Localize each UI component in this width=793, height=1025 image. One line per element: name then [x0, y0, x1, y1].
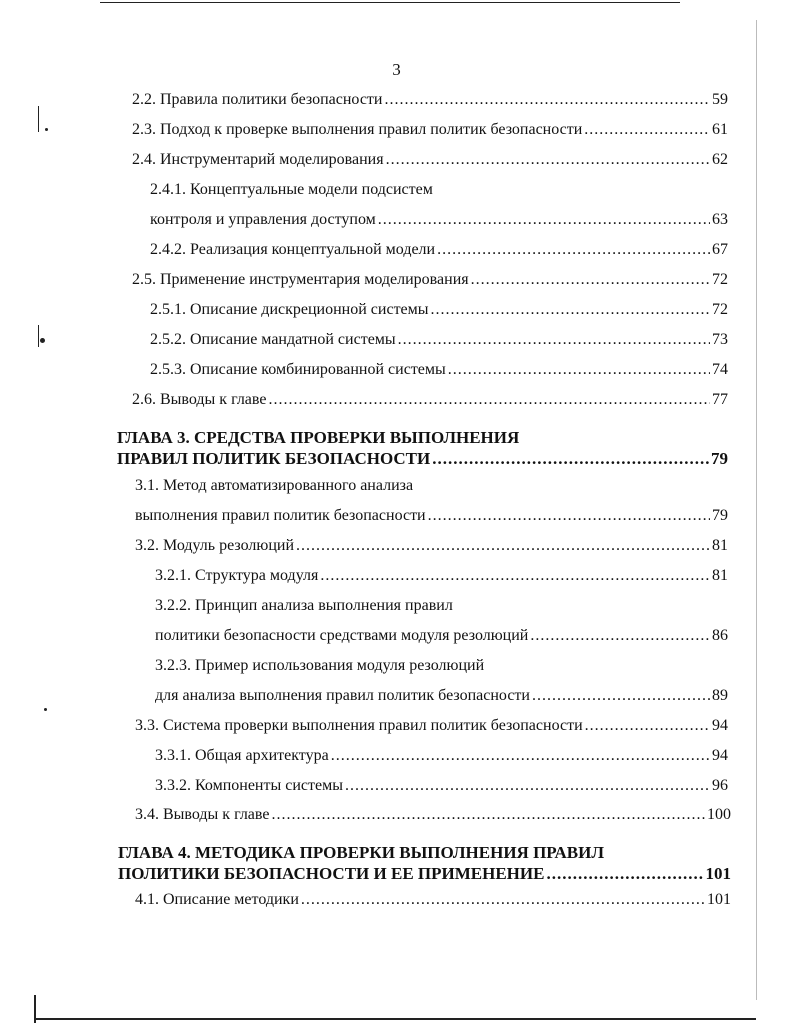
page-number: 3	[392, 60, 401, 79]
scan-speck	[44, 708, 47, 711]
toc-entry-page: 96	[712, 777, 728, 794]
toc-entry-page: 81	[712, 567, 728, 584]
toc-entry-page: 94	[712, 747, 728, 764]
toc-entry[interactable]	[132, 389, 728, 411]
toc-entry-page: 61	[712, 121, 728, 138]
toc-entry-page: 74	[712, 361, 728, 378]
toc-entry-page: 81	[712, 537, 728, 554]
scan-right-edge	[756, 20, 757, 1000]
chapter-title: ПРАВИЛ ПОЛИТИК БЕЗОПАСНОСТИ	[117, 449, 431, 468]
toc-entry-page: 100	[707, 806, 731, 823]
toc-entry[interactable]	[132, 89, 728, 111]
toc-entry[interactable]	[155, 775, 728, 797]
toc-entry-title: 2.5.1. Описание дискреционной системы	[150, 301, 429, 318]
toc-entry-title: 4.1. Описание методики	[135, 891, 299, 908]
toc-entry-title: 2.5.3. Описание комбинированной системы	[150, 361, 446, 378]
toc-entry[interactable]	[132, 149, 728, 171]
toc-entry-page: 73	[712, 331, 728, 348]
toc-entry-page: 59	[712, 91, 728, 108]
toc-entry-title: 2.6. Выводы к главе	[132, 391, 267, 408]
toc-entry-page: 62	[712, 151, 728, 168]
chapter-heading-line: ГЛАВА 3. СРЕДСТВА ПРОВЕРКИ ВЫПОЛНЕНИЯ	[117, 428, 520, 447]
toc-entry-title: 3.2.1. Структура модуля	[155, 567, 319, 584]
toc-entry[interactable]	[150, 329, 728, 351]
scan-bottom-line	[36, 1018, 756, 1020]
toc-entry[interactable]	[155, 625, 728, 647]
scan-left-edge	[34, 995, 36, 1023]
scan-speck	[40, 338, 45, 343]
scan-speck	[45, 128, 48, 131]
toc-entry-page: 63	[712, 211, 728, 228]
toc-entry[interactable]	[135, 535, 728, 557]
chapter-page: 101	[705, 864, 731, 883]
toc-entry-page: 72	[712, 271, 728, 288]
toc-entry[interactable]	[135, 804, 731, 826]
toc-entry-title: 3.3.2. Компоненты системы	[155, 777, 343, 794]
toc-entry-title: для анализа выполнения правил политик безопасности	[155, 687, 530, 704]
toc-entry-page: 89	[712, 687, 728, 704]
toc-entry-heading-line: 3.1. Метод автоматизированного анализа	[135, 477, 414, 494]
toc-entry-heading-line: 2.4.1. Концептуальные модели подсистем	[150, 181, 433, 198]
chapter-title: ПОЛИТИКИ БЕЗОПАСНОСТИ И ЕЕ ПРИМЕНЕНИЕ	[118, 864, 545, 883]
toc-entry-title: 2.2. Правила политики безопасности	[132, 91, 383, 108]
toc-entry[interactable]	[135, 889, 731, 911]
toc-entry-title: выполнения правил политик безопасности	[135, 507, 426, 524]
chapter-page: 79	[711, 449, 728, 468]
toc-entry-page: 77	[712, 391, 728, 408]
toc-entry-page: 94	[712, 717, 728, 734]
scan-mark	[38, 325, 39, 347]
toc-entry[interactable]	[155, 745, 728, 767]
toc-entry[interactable]	[135, 715, 728, 737]
toc-entry[interactable]	[150, 359, 728, 381]
toc-entry-title: 3.3.1. Общая архитектура	[155, 747, 329, 764]
scan-top-line	[100, 2, 680, 3]
toc-entry-heading-line: 3.2.3. Пример использования модуля резолюций	[155, 657, 485, 674]
toc-entry[interactable]	[150, 239, 728, 261]
toc-entry[interactable]	[132, 119, 728, 141]
toc-entry-page: 79	[712, 507, 728, 524]
toc-entry-title: 2.5.2. Описание мандатной системы	[150, 331, 396, 348]
toc-entry-title: 2.4.2. Реализация концептуальной модели	[150, 241, 436, 258]
toc-entry[interactable]	[150, 209, 728, 231]
toc-entry-title: 2.3. Подход к проверке выполнения правил политик безопасности	[132, 121, 583, 138]
toc-entry[interactable]	[135, 505, 728, 527]
toc-entry-heading-line: 3.2.2. Принцип анализа выполнения правил	[155, 597, 453, 614]
toc-entry-page: 101	[707, 891, 731, 908]
chapter-entry[interactable]	[117, 448, 728, 470]
toc-entry-page: 86	[712, 627, 728, 644]
toc-entry-title: 2.5. Применение инструментария моделирования	[132, 271, 469, 288]
chapter-heading-line: ГЛАВА 4. МЕТОДИКА ПРОВЕРКИ ВЫПОЛНЕНИЯ ПРАВИЛ	[118, 843, 605, 862]
toc-entry[interactable]	[132, 269, 728, 291]
toc-entry[interactable]	[150, 299, 728, 321]
toc-entry-page: 72	[712, 301, 728, 318]
toc-entry-page: 67	[712, 241, 728, 258]
toc-entry[interactable]	[155, 685, 728, 707]
scan-mark	[38, 106, 39, 132]
chapter-entry[interactable]	[118, 863, 731, 885]
toc-entry-title: 3.2. Модуль резолюций	[135, 537, 295, 554]
toc-entry-title: 2.4. Инструментарий моделирования	[132, 151, 384, 168]
toc-entry[interactable]	[155, 565, 728, 587]
toc-entry-title: 3.4. Выводы к главе	[135, 806, 270, 823]
toc-entry-title: политики безопасности средствами модуля резолюций	[155, 627, 529, 644]
toc-entry-title: 3.3. Система проверки выполнения правил политик безопасности	[135, 717, 583, 734]
toc-entry-title: контроля и управления доступом	[150, 211, 376, 228]
